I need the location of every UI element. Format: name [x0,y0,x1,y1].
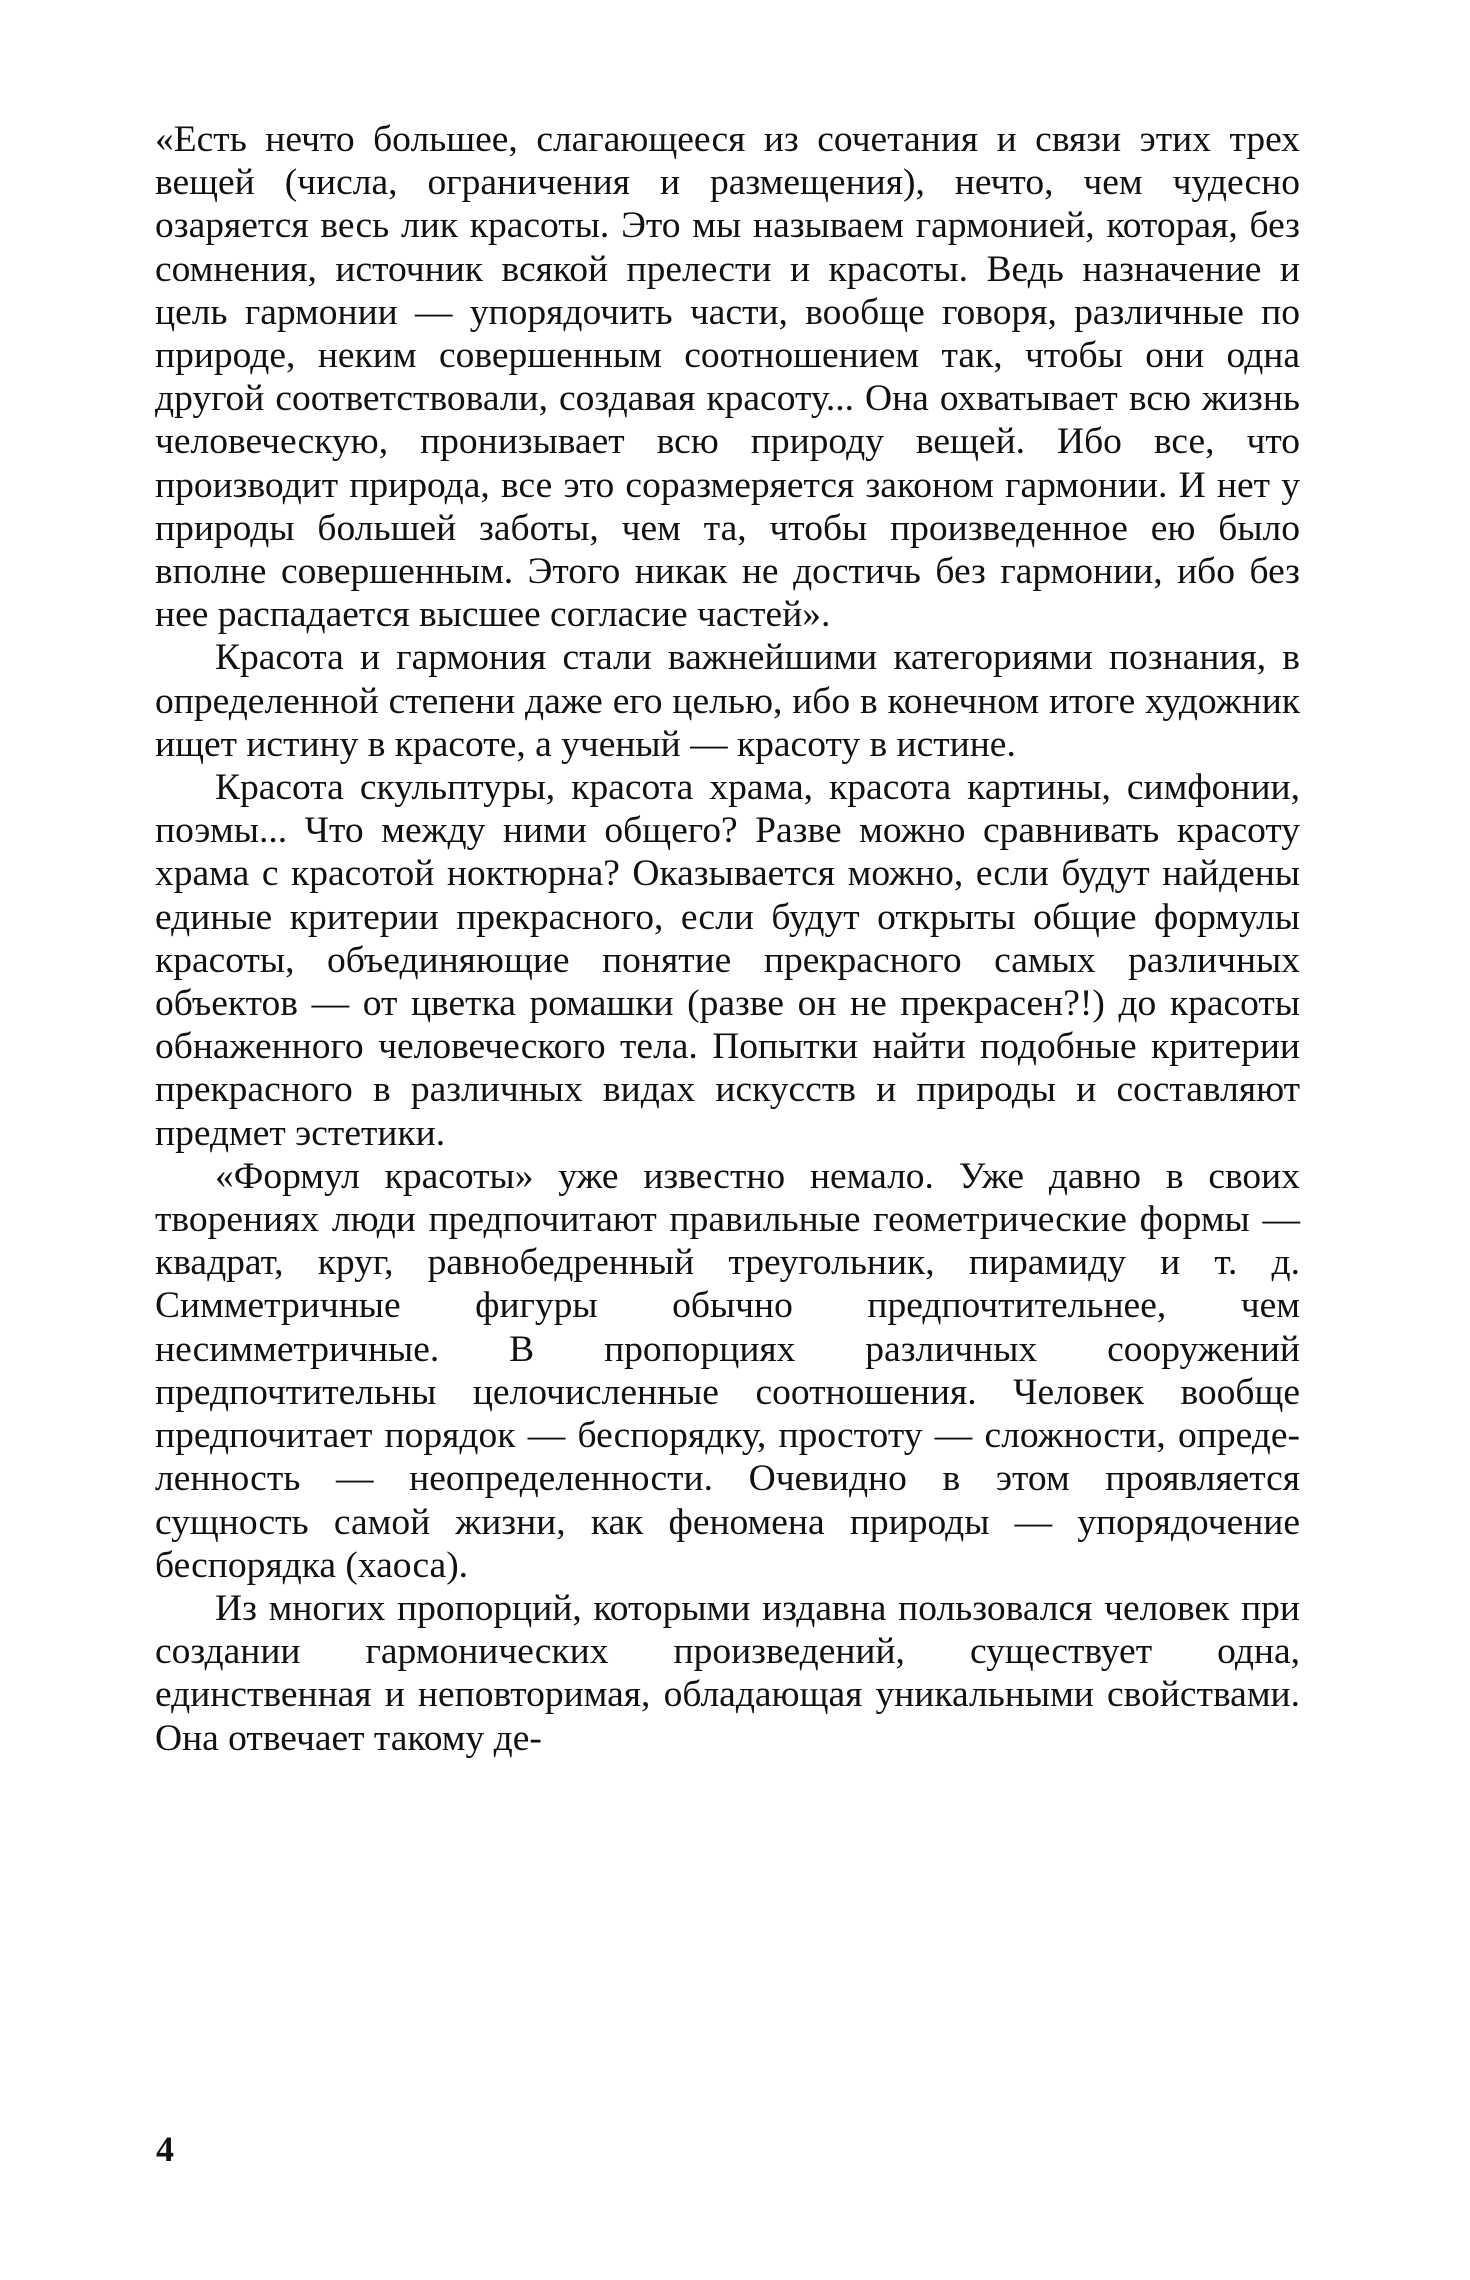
document-page [155,118,1300,1760]
paragraph-beauty-harmony: Красота и гармония стали важнейшими категориями познания, в определенной степени даже его целью, ибо в конечном итоге художник ищет истину в красоте, а ученый — красоту в истине. [155,637,1300,765]
paragraph-unique-proportion: Из многих пропорций, которыми издавна пользовался человек при создании гармонических произведений, существует одна, единственная и неповторимая, обладающая уникальными свойствами. Она отвечает такому де- [155,1587,1300,1759]
paragraph-beauty-comparison: Красота скульптуры, красота храма, красота картины, симфонии, поэмы... Что между ними общего? Разве можно сравнивать красоту храма с красотой ноктюрна? Оказывается можно, если будут найдены единые критерии прекрасного, если будут открыты общие формулы красоты, объединяющие понятие прекрасного самых различных объектов — от цветка ромашки (разве он не прекрасен?!) до красоты обнаженного человеческого тела. Попытки найти подобные критерии прекрасного в различных видах искусств и природы и составляют предмет эстетики. [155,767,1300,1154]
paragraph-beauty-formulas: «Формул красоты» уже известно немало. Уже давно в своих творениях люди предпочитают правильные геометрические формы — квадрат, круг, равнобедренный треугольник, пирамиду и т. д. Симметричные фигуры обычно предпочтительнее, чем несимметричные. В пропорциях различных сооружений предпочтительны целочисленные соотношения. Человек вообще предпочитает порядок — беспорядку, простоту — сложности, определенность — неопределенности. Очевидно в этом проявляется сущность самой жизни, как феномена природы — упорядочение беспорядка (хаоса). [155,1155,1300,1586]
paragraph-quote-harmony: «Есть нечто большее, слагающееся из сочетания и связи этих трех вещей (числа, ограничения и размещения), нечто, чем чудесно озаряется весь лик красоты. Это мы называем гармонией, которая, без сомнения, источник всякой прелести и красоты. Ведь назначение и цель гармонии — упорядочить части, вообще говоря, различные по природе, неким совершенным соотношением так, чтобы они одна другой соответствовали, создавая красоту... Она охватывает всю жизнь человеческую, пронизывает всю природу вещей. Ибо все, что производит природа, все это соразмеряется законом гармонии. И нет у природы большей заботы, чем та, чтобы произведенное ею было вполне совершенным. Этого никак не достичь без гармонии, ибо без нее распадается высшее согласие частей». [155,119,1300,636]
page-number: 4 [156,2129,174,2169]
